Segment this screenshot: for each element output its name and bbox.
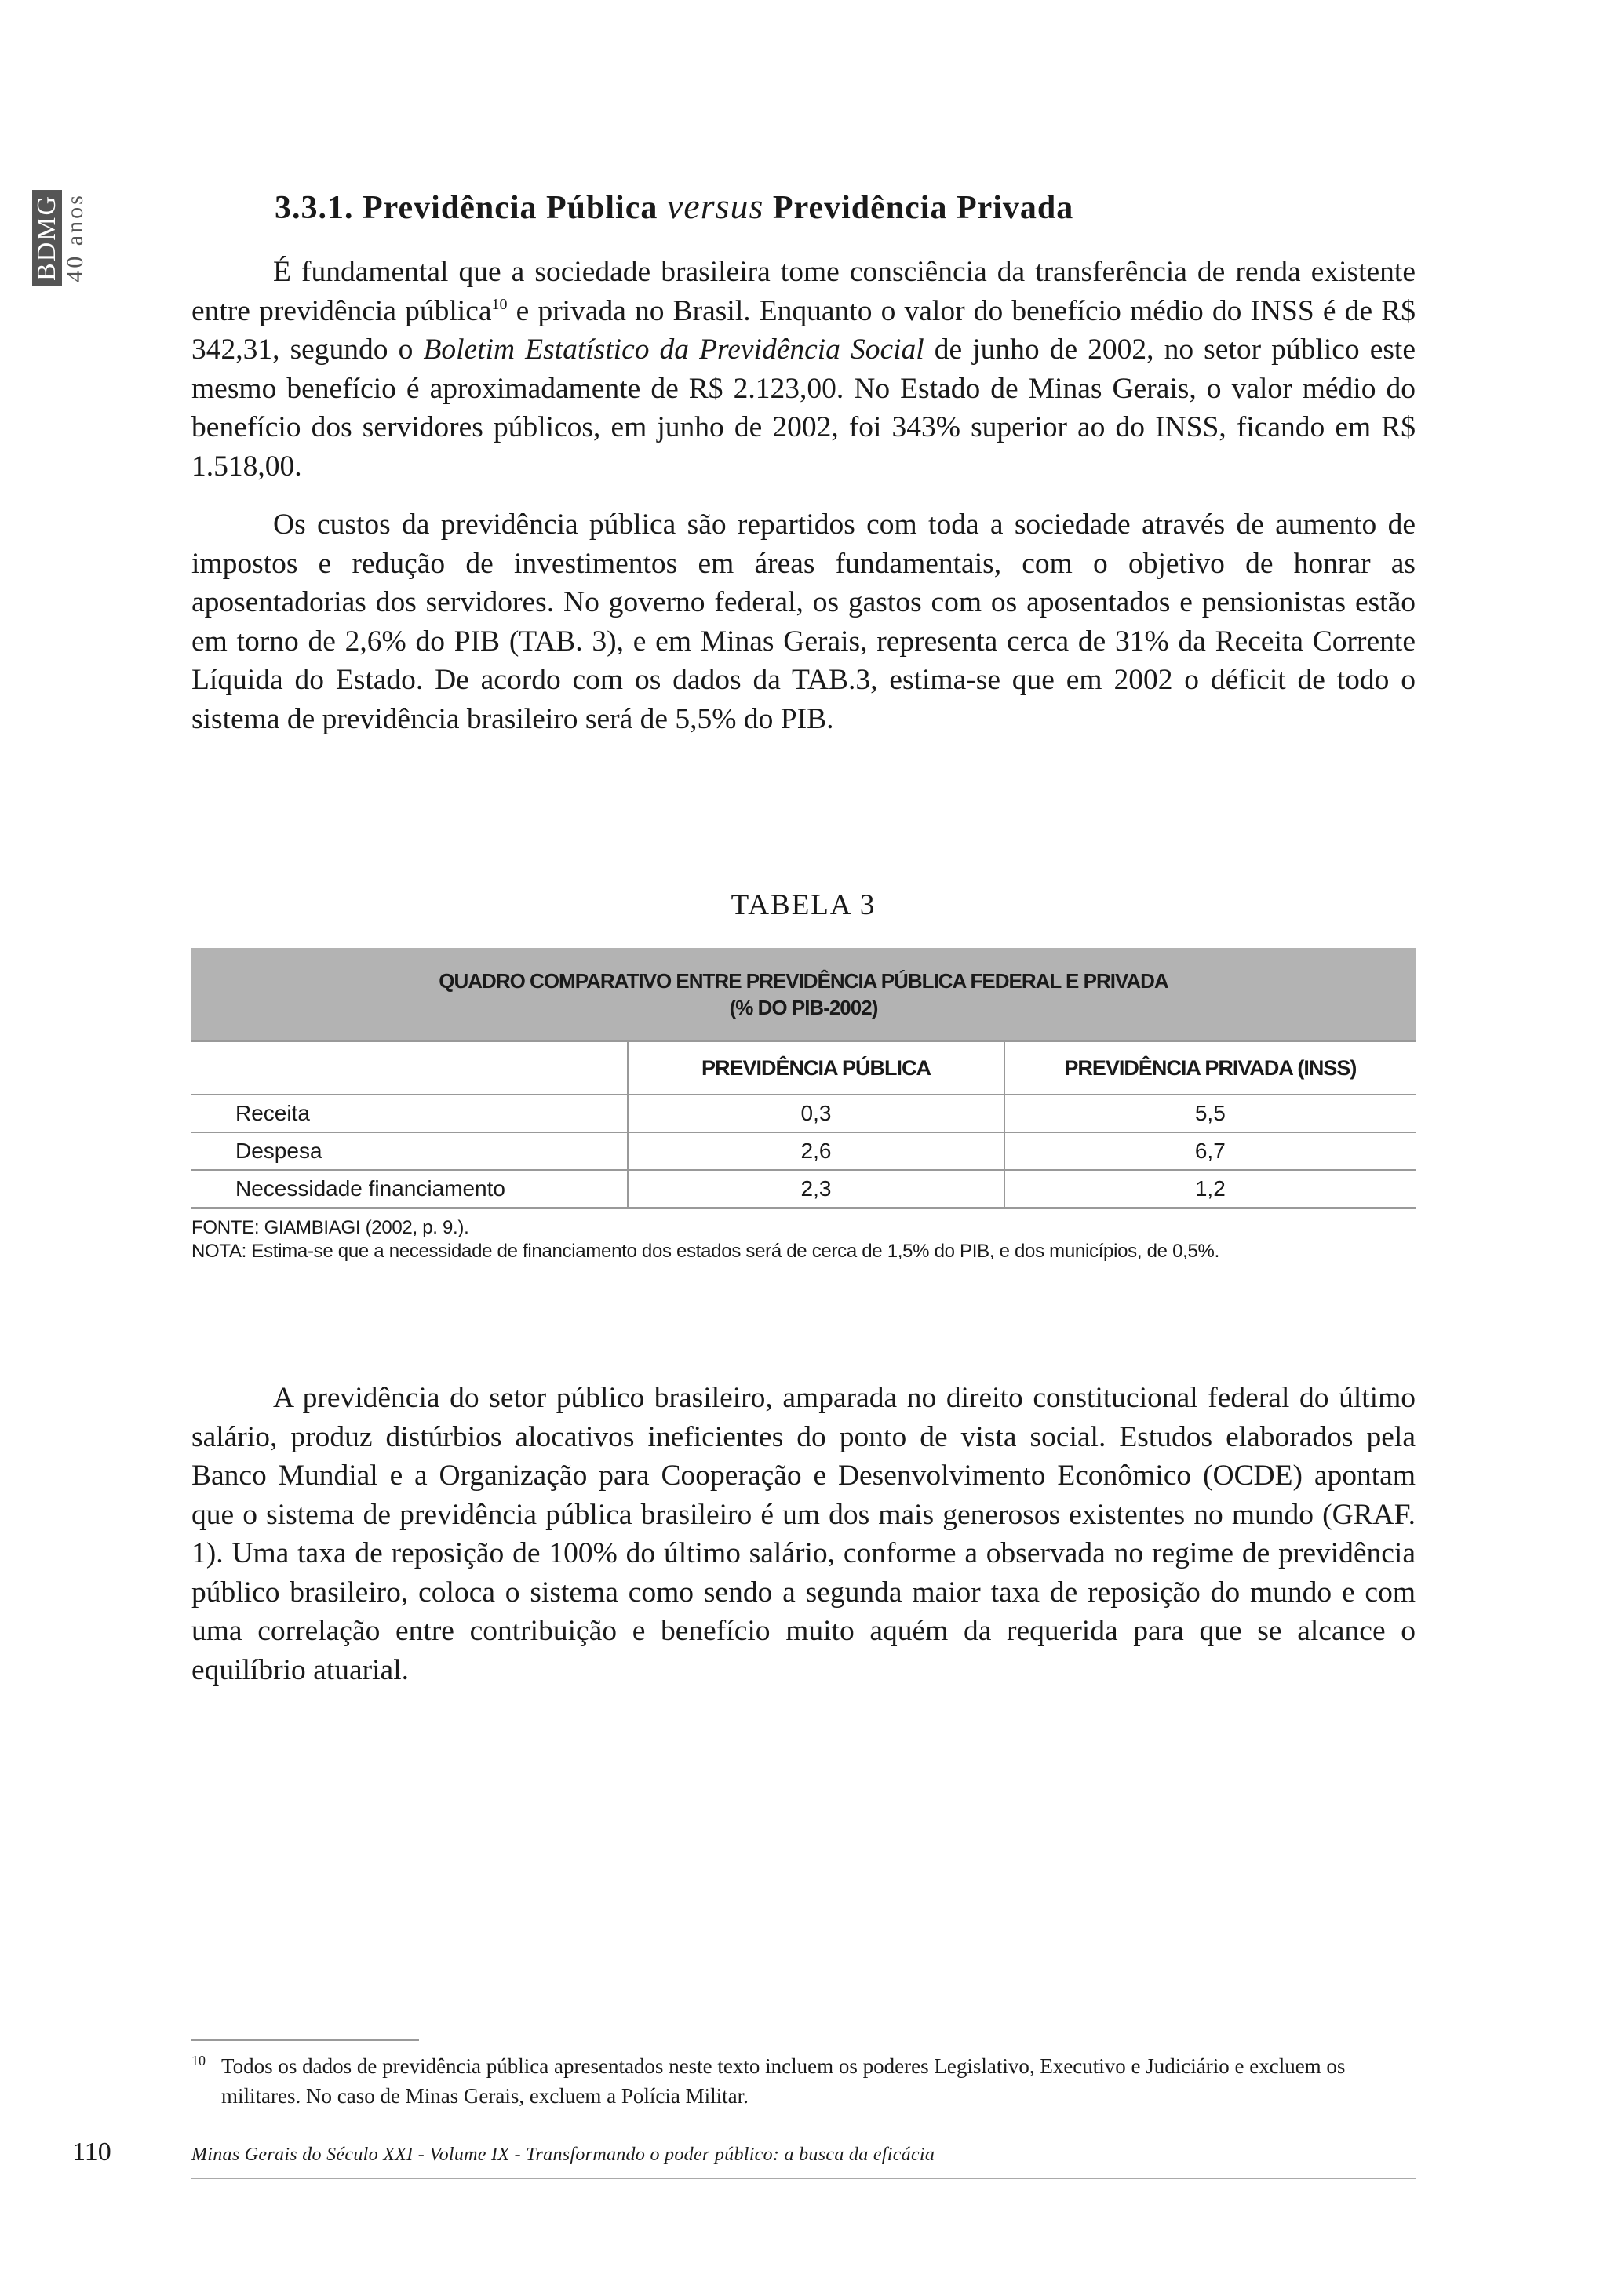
paragraph-3: A previdência do setor público brasileiro, amparada no direito constitucional federal do último salário, produz distúrbios alocativos ineficientes do ponto de vista social. Estudos elaborados pela Banco Mundial e a Organização para Cooperação e Desenvolvimento Econômico (OCDE) apontam que o sistema de previdência pública brasileiro é um dos mais generosos existentes no mundo (GRAF. 1). Uma taxa de reposição de 100% do último salário, conforme a observada no regime de previdência público brasileiro, coloca o sistema como sendo a segunda maior taxa de reposição do mundo e com uma correlação entre contribuição e benefício muito aquém da requerida para que se alcance o equilíbrio atuarial. xyxy=(191,1382,1416,1686)
column-header-publica: PREVIDÊNCIA PÚBLICA xyxy=(627,1042,1003,1094)
section-title xyxy=(275,185,1073,227)
table-notes xyxy=(191,1216,1431,1263)
p1-text-b: e privada no Brasil. Enquanto o valor do benefício médio do INSS é de R$ 342,31, segundo o xyxy=(191,294,1416,366)
table-row xyxy=(191,1094,1416,1132)
cell-publica: 2,6 xyxy=(627,1133,1003,1169)
p1-italic: Boletim Estatístico da Previdência Social xyxy=(423,333,924,366)
column-header-empty xyxy=(191,1042,627,1094)
page-number: 110 xyxy=(72,2137,111,2167)
table-title-line1: QUADRO COMPARATIVO ENTRE PREVIDÊNCIA PÚBLICA FEDERAL E PRIVADA xyxy=(439,969,1168,993)
section-title-part2: Previdência Privada xyxy=(763,190,1074,226)
running-title: Minas Gerais do Século XXI - Volume IX - Transformando o poder público: a busca da eficácia xyxy=(191,2145,935,2165)
footnote-ref[interactable]: 10 xyxy=(491,295,508,313)
logo-brand: BDMG xyxy=(32,190,62,286)
section-title-italic: versus xyxy=(666,186,764,226)
footnote-number: 10 xyxy=(191,2053,206,2068)
section-title-part1: 3.3.1. Previdência Pública xyxy=(275,190,667,226)
paragraph-1 xyxy=(191,253,1416,486)
p1-text-c: de junho de 2002, no setor público este mesmo benefício é aproximadamente de R$ 2.123,00. No Estado de Minas Gerais, o valor médio do benefício dos servidores públicos, em junho de 2002, foi 343% superior ao do INSS, ficando em R$ 1.518,00. xyxy=(191,333,1416,483)
table-row xyxy=(191,1132,1416,1169)
table-caption: TABELA 3 xyxy=(731,889,876,921)
cell-privada: 6,7 xyxy=(1004,1133,1416,1169)
cell-publica: 2,3 xyxy=(627,1171,1003,1207)
comparison-table xyxy=(191,948,1416,1209)
table-title xyxy=(191,948,1416,1040)
table-title-line2: (% DO PIB-2002) xyxy=(729,996,878,1019)
logo-years: 40 anos xyxy=(62,193,88,282)
footnote-text: Todos os dados de previdência pública apresentados neste texto incluem os poderes Legislativo, Executivo e Judiciário e excluem os militares. No caso de Minas Gerais, excluem a Polícia Militar. xyxy=(221,2054,1346,2108)
p1-text-a: É fundamental que a sociedade brasileira tome consciência da transferência de renda existente entre previdência pública xyxy=(191,256,1416,327)
cell-publica: 0,3 xyxy=(627,1095,1003,1132)
cell-privada: 5,5 xyxy=(1004,1095,1416,1132)
table-note: NOTA: Estima-se que a necessidade de financiamento dos estados será de cerca de 1,5% do PIB, e dos municípios, de 0,5%. xyxy=(191,1241,1219,1262)
row-label: Receita xyxy=(235,1101,310,1125)
table-column-headers xyxy=(191,1040,1416,1094)
cell-privada: 1,2 xyxy=(1004,1171,1416,1207)
row-label: Despesa xyxy=(235,1139,322,1163)
bdmg-logo xyxy=(32,187,88,289)
column-header-privada: PREVIDÊNCIA PRIVADA (INSS) xyxy=(1004,1042,1416,1094)
table-source: FONTE: GIAMBIAGI (2002, p. 9.). xyxy=(191,1217,469,1238)
paragraph-2: Os custos da previdência pública são repartidos com toda a sociedade através de aumento de impostos e redução de investimentos em áreas fundamentais, com o objetivo de honrar as aposentadorias dos servidores. No governo federal, os gastos com os aposentados e pensionistas estão em torno de 2,6% do PIB (TAB. 3), e em Minas Gerais, representa cerca de 31% da Receita Corrente Líquida do Estado. De acordo com os dados da TAB.3, estima-se que em 2002 o déficit de todo o sistema de previdência brasileiro será de 5,5% do PIB. xyxy=(191,508,1416,735)
table-row xyxy=(191,1169,1416,1209)
footnote xyxy=(191,2051,1416,2111)
row-label: Necessidade financiamento xyxy=(235,1176,505,1201)
footnote-divider xyxy=(191,2039,419,2041)
footer-divider xyxy=(191,2178,1416,2179)
